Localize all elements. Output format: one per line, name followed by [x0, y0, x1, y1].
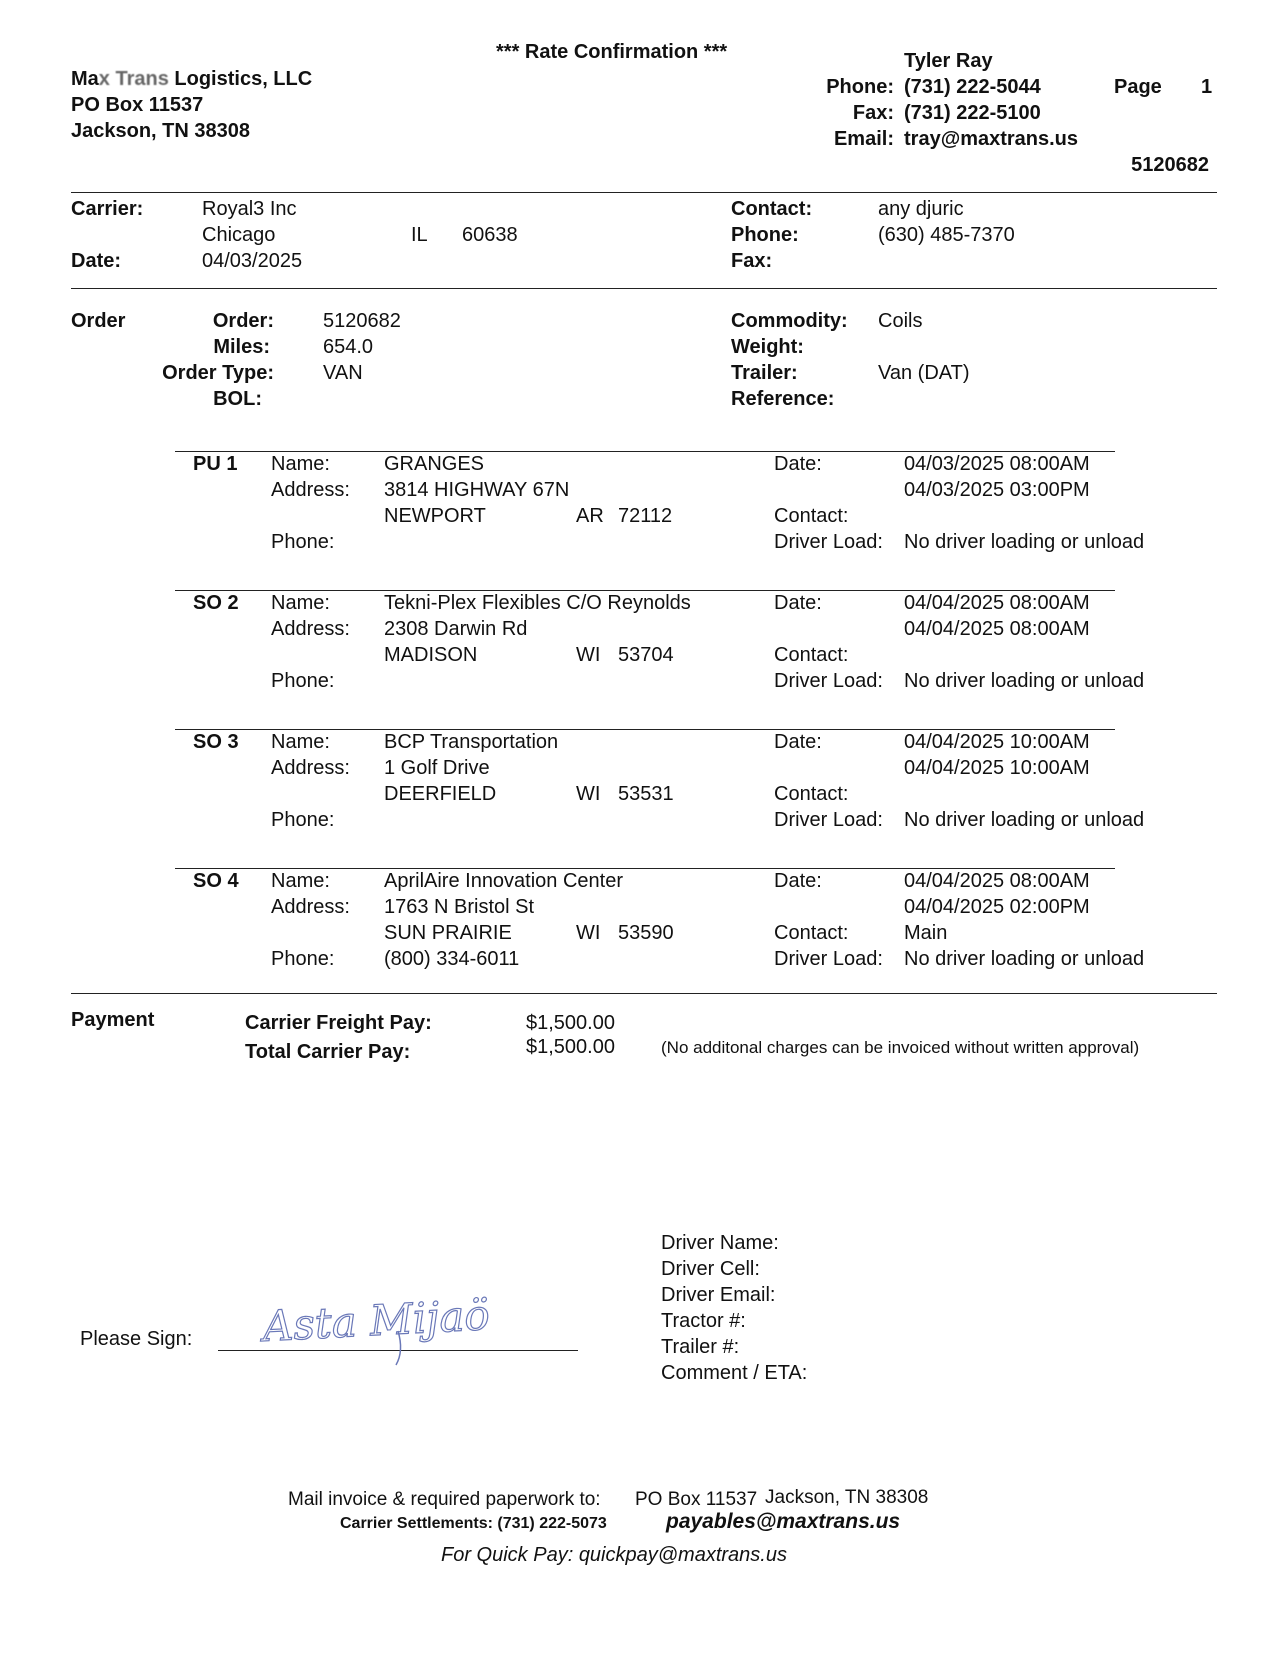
footer-payables-email[interactable]: payables@maxtrans.us [666, 1510, 901, 1533]
stop-state: WI [576, 922, 601, 944]
stop-phone-label: Phone: [271, 948, 335, 970]
company-name-suffix: Logistics, LLC [168, 68, 313, 90]
order-type: VAN [323, 362, 363, 384]
header-fax: (731) 222-5100 [904, 102, 1041, 124]
stop-city: MADISON [384, 644, 478, 666]
stop-address-label: Address: [271, 618, 350, 640]
carrier-name: Royal3 Inc [202, 198, 297, 220]
document-title: *** Rate Confirmation *** [496, 41, 728, 63]
driver-cell-label: Driver Cell: [661, 1258, 760, 1280]
total-carrier-pay-value: $1,500.00 [526, 1036, 615, 1058]
stop-id: SO 3 [193, 731, 239, 753]
carrier-label: Carrier: [71, 198, 144, 220]
stop-contact-label: Contact: [774, 505, 849, 527]
carrier-state: IL [411, 224, 428, 246]
order-trailer-label: Trailer: [731, 362, 798, 384]
stop-id: PU 1 [193, 453, 238, 475]
stop-date-label: Date: [774, 592, 822, 614]
company-address-line2: Jackson, TN 38308 [71, 120, 250, 142]
footer-mail-address1: PO Box 11537 [635, 1489, 758, 1510]
stop-phone-label: Phone: [271, 670, 335, 692]
order-number-label: Order: [212, 310, 274, 332]
stop-address-label: Address: [271, 757, 350, 779]
page-number: 1 [1201, 76, 1213, 98]
company-name-prefix: Ma [71, 68, 99, 90]
stop-date-end: 04/04/2025 02:00PM [904, 896, 1090, 918]
stop-address-label: Address: [271, 479, 350, 501]
stop-phone: (800) 334-6011 [384, 948, 520, 970]
stop-driver-load-label: Driver Load: [774, 809, 883, 831]
carrier-contact-label: Contact: [731, 198, 813, 220]
stop-city: NEWPORT [384, 505, 486, 527]
stop-driver-load-label: Driver Load: [774, 948, 883, 970]
separator-carrier [71, 288, 1217, 289]
tractor-number-label: Tractor #: [661, 1310, 746, 1332]
order-reference-label: Reference: [731, 388, 835, 410]
stop-id: SO 4 [193, 870, 239, 892]
company-name [71, 69, 312, 89]
order-commodity: Coils [878, 310, 923, 332]
carrier-freight-pay-value: $1,500.00 [526, 1012, 615, 1034]
carrier-freight-pay-label: Carrier Freight Pay: [245, 1012, 432, 1034]
order-weight-label: Weight: [731, 336, 804, 358]
stop-zip: 72112 [618, 505, 673, 527]
stop-name-label: Name: [271, 453, 330, 475]
stop-state: AR [576, 505, 604, 527]
driver-name-label: Driver Name: [661, 1232, 779, 1254]
separator-stops [71, 993, 1217, 994]
order-miles: 654.0 [323, 336, 374, 358]
stop-date-end: 04/04/2025 10:00AM [904, 757, 1090, 779]
stop-name: AprilAire Innovation Center [384, 870, 624, 892]
stop-name: Tekni-Plex Flexibles C/O Reynolds [384, 592, 691, 614]
separator-header [71, 192, 1217, 193]
trailer-number-label: Trailer #: [661, 1336, 740, 1358]
signature-mark [258, 1286, 491, 1366]
stop-zip: 53531 [618, 783, 674, 805]
header-phone: (731) 222-5044 [904, 76, 1041, 98]
carrier-fax-label: Fax: [731, 250, 773, 272]
stop-date-start: 04/04/2025 08:00AM [904, 870, 1090, 892]
header-contact-name: Tyler Ray [904, 50, 993, 72]
stop-city: SUN PRAIRIE [384, 922, 512, 944]
stop-separator [175, 868, 1115, 869]
driver-email-label: Driver Email: [661, 1284, 776, 1306]
stop-zip: 53704 [618, 644, 674, 666]
please-sign-label: Please Sign: [80, 1328, 193, 1350]
total-carrier-pay-label: Total Carrier Pay: [245, 1041, 411, 1063]
footer-mail-label: Mail invoice & required paperwork to: [288, 1489, 601, 1510]
order-bol-label: BOL: [213, 388, 262, 410]
stop-date-start: 04/03/2025 08:00AM [904, 453, 1090, 475]
stop-name-label: Name: [271, 592, 330, 614]
payment-section-label: Payment [71, 1009, 155, 1031]
stop-zip: 53590 [618, 922, 674, 944]
order-section-label: Order [71, 310, 126, 332]
stop-state: WI [576, 644, 601, 666]
stop-date-start: 04/04/2025 08:00AM [904, 592, 1090, 614]
stop-driver-load: No driver loading or unload [904, 670, 1145, 692]
order-commodity-label: Commodity: [731, 310, 848, 332]
carrier-phone: (630) 485-7370 [878, 224, 1015, 246]
stop-date-start: 04/04/2025 10:00AM [904, 731, 1090, 753]
stop-driver-load-label: Driver Load: [774, 531, 883, 553]
stop-address: 1763 N Bristol St [384, 896, 535, 918]
stop-address: 3814 HIGHWAY 67N [384, 479, 570, 501]
carrier-date: 04/03/2025 [202, 250, 303, 272]
stop-date-end: 04/04/2025 08:00AM [904, 618, 1090, 640]
carrier-contact: any djuric [878, 198, 964, 220]
signature-text: Asta Mijaö [261, 1290, 491, 1351]
stop-phone-label: Phone: [271, 809, 335, 831]
stop-address-label: Address: [271, 896, 350, 918]
order-type-label: Order Type: [162, 362, 274, 384]
stop-address: 1 Golf Drive [384, 757, 490, 779]
company-name-obscured: x Trans [98, 68, 169, 90]
order-trailer: Van (DAT) [878, 362, 970, 384]
stop-name-label: Name: [271, 731, 330, 753]
stop-date-label: Date: [774, 870, 822, 892]
stop-city: DEERFIELD [384, 783, 497, 805]
page-label: Page [1114, 76, 1162, 98]
footer-quickpay: For Quick Pay: quickpay@maxtrans.us [441, 1544, 787, 1566]
stop-state: WI [576, 783, 601, 805]
stop-separator [175, 729, 1115, 730]
document-number: 5120682 [1131, 154, 1209, 176]
stop-separator [175, 590, 1115, 591]
stop-date-label: Date: [774, 731, 822, 753]
header-phone-label: Phone: [826, 76, 894, 98]
carrier-phone-label: Phone: [731, 224, 799, 246]
stop-date-label: Date: [774, 453, 822, 475]
stop-contact: Main [904, 922, 948, 944]
stop-name-label: Name: [271, 870, 330, 892]
stop-contact-label: Contact: [774, 922, 849, 944]
stop-id: SO 2 [193, 592, 239, 614]
stop-contact-label: Contact: [774, 783, 849, 805]
stop-contact-label: Contact: [774, 644, 849, 666]
header-email-label: Email: [833, 128, 894, 150]
stop-separator [175, 451, 1115, 452]
order-number: 5120682 [323, 310, 401, 332]
header-fax-label: Fax: [852, 102, 894, 124]
stop-name: GRANGES [384, 453, 485, 475]
comment-eta-label: Comment / ETA: [661, 1362, 808, 1384]
footer-settlements: Carrier Settlements: (731) 222-5073 [340, 1515, 607, 1532]
stop-name: BCP Transportation [384, 731, 559, 753]
payment-note: (No additonal charges can be invoiced without written approval) [661, 1038, 1140, 1057]
stop-driver-load: No driver loading or unload [904, 531, 1145, 553]
stop-phone-label: Phone: [271, 531, 335, 553]
header-email: tray@maxtrans.us [904, 128, 1079, 150]
carrier-zip: 60638 [462, 224, 518, 246]
stop-driver-load-label: Driver Load: [774, 670, 883, 692]
stop-driver-load: No driver loading or unload [904, 948, 1145, 970]
footer-mail-address2: Jackson, TN 38308 [765, 1487, 929, 1508]
stop-date-end: 04/03/2025 03:00PM [904, 479, 1090, 501]
carrier-city: Chicago [202, 224, 276, 246]
company-address-line1: PO Box 11537 [71, 94, 204, 116]
stop-driver-load: No driver loading or unload [904, 809, 1145, 831]
stop-address: 2308 Darwin Rd [384, 618, 528, 640]
order-miles-label: Miles: [213, 336, 270, 358]
carrier-date-label: Date: [71, 250, 122, 272]
